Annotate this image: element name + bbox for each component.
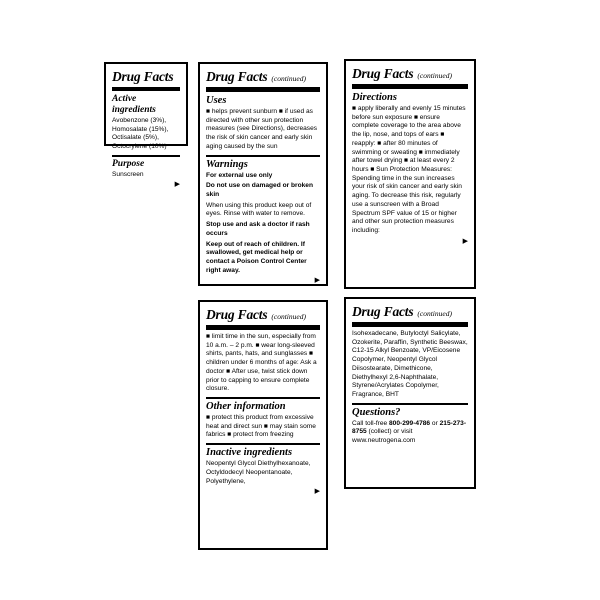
drug-facts-panel-4 [198,300,328,550]
uses-block [206,95,320,152]
questions-text-post: (collect) or visit [366,428,413,436]
directions-heading: Directions [352,92,397,103]
panel4-header [206,307,320,330]
panel3-continued-label: (continued) [417,71,452,80]
panel3-header [352,66,468,89]
phone-number-secondary[interactable]: 215-273-8755 [352,419,467,436]
continuation-arrow-icon: ▶ [462,237,468,245]
other-information-heading: Other information [206,400,286,412]
divider [112,155,180,157]
warning-stop-use: Stop use and ask a doctor if rash occurs [206,221,310,237]
drug-facts-panel-5 [344,297,476,489]
directions-block [352,92,468,236]
questions-block [352,407,468,446]
inactive-ingredients-heading: Inactive ingredients [206,447,293,459]
drug-facts-panel-3 [344,59,476,289]
continuation-arrow-icon: ▶ [174,181,180,189]
other-information-block [206,401,320,440]
panel5-title: Drug Facts [352,304,414,319]
divider [206,397,320,399]
uses-text: ■ helps prevent sunburn ■ if used as directed with other sun protection measures (see Directions), decreases the risk of skin cancer and early skin aging caused by the sun [206,108,318,150]
warning-external-use: For external use only [206,171,273,179]
continuation-arrow-icon: ▶ [314,488,320,496]
panel1-header [112,69,180,91]
other-information-text: ■ protect this product from excessive heat and direct sun ■ may stain some fabrics ■ protect from freezing [206,413,316,439]
divider [206,155,320,157]
directions-continued-text: ■ limit time in the sun, especially from 10 a.m. – 2 p.m. ■ wear long-sleeved shirts, pants, hats, and sunglasses ■ children under 6 months of age: Ask a doctor ■ After use, twist stick down prior to capping to ensure complete closure. [206,333,317,393]
questions-text [352,420,468,446]
uses-heading: Uses [206,95,227,106]
panel5-continued-label: (continued) [417,309,452,318]
divider [352,403,468,405]
purpose-heading: Purpose [112,158,145,169]
panel4-title: Drug Facts [206,307,268,322]
active-ingredients-block [112,94,180,152]
drug-facts-panel-2 [198,62,328,286]
purpose-text: Sunscreen [112,170,144,178]
panel2-continued-label: (continued) [271,74,306,83]
warnings-heading: Warnings [206,158,248,170]
inactive-ingredients-block [206,447,320,486]
warning-do-not-use: Do not use on damaged or broken skin [206,182,313,199]
warnings-block [206,159,320,276]
panel1-title: Drug Facts [112,69,174,84]
continuation-arrow-icon: ▶ [314,277,320,285]
panel3-title: Drug Facts [352,66,414,81]
questions-heading: Questions? [352,406,401,418]
panel2-header [206,69,320,92]
website-link[interactable]: www.neutrogena.com [352,437,416,445]
active-ingredients-heading: Active ingredients [112,94,156,115]
drug-facts-panel-1 [104,62,188,189]
ingredients-continued-block [352,330,468,400]
warning-keep-out-of-reach: Keep out of reach of children. If swallowed, get medical help or contact a Poison Control Center right away. [206,240,307,274]
panel5-header [352,304,468,327]
phone-number-primary[interactable]: 800-299-4786 [389,419,431,427]
directions-text: ■ apply liberally and evenly 15 minutes before sun exposure ■ ensure complete coverage to the area above the lip, nose, and tops of ears ■ reapply: ■ after 80 minutes of swimming or sweating ■ immediately after towel drying ■ at least every 2 hours ■ Sun Protection Measures: Spending time in the sun increases your risk of skin cancer and early skin aging. To decrease this risk, regularly use a sunscreen with a Broad Spectrum SPF value of 15 or higher and other sun protection measures including: [352,105,466,234]
ingredients-continued-text: Isohexadecane, Butyloctyl Salicylate, Ozokerite, Paraffin, Synthetic Beeswax, C12-15 Alkyl Benzoate, VP/Eicosene Copolymer, Neopentyl Glycol Diisostearate, Dimethicone, Diethylhexyl 2,6-Naphthalate, Styrene/Acrylates Copolymer, Fragrance, BHT [352,330,468,398]
warning-when-using: When using this product keep out of eyes. Rinse with water to remove. [206,201,312,218]
directions-continued-block [206,333,320,394]
inactive-ingredients-text: Neopentyl Glycol Diethylhexanoate, Octyldodecyl Neopentanoate, Polyethylene, [206,460,311,485]
panel4-continued-label: (continued) [271,312,306,321]
divider [206,443,320,445]
purpose-block [112,159,180,180]
panel2-title: Drug Facts [206,69,268,84]
active-ingredients-text: Avobenzone (3%), Homosalate (15%), Octisalate (5%), Octocrylene (10%) [112,116,169,150]
questions-text-pre: Call toll-free [352,419,390,427]
questions-text-mid: or [430,419,440,427]
